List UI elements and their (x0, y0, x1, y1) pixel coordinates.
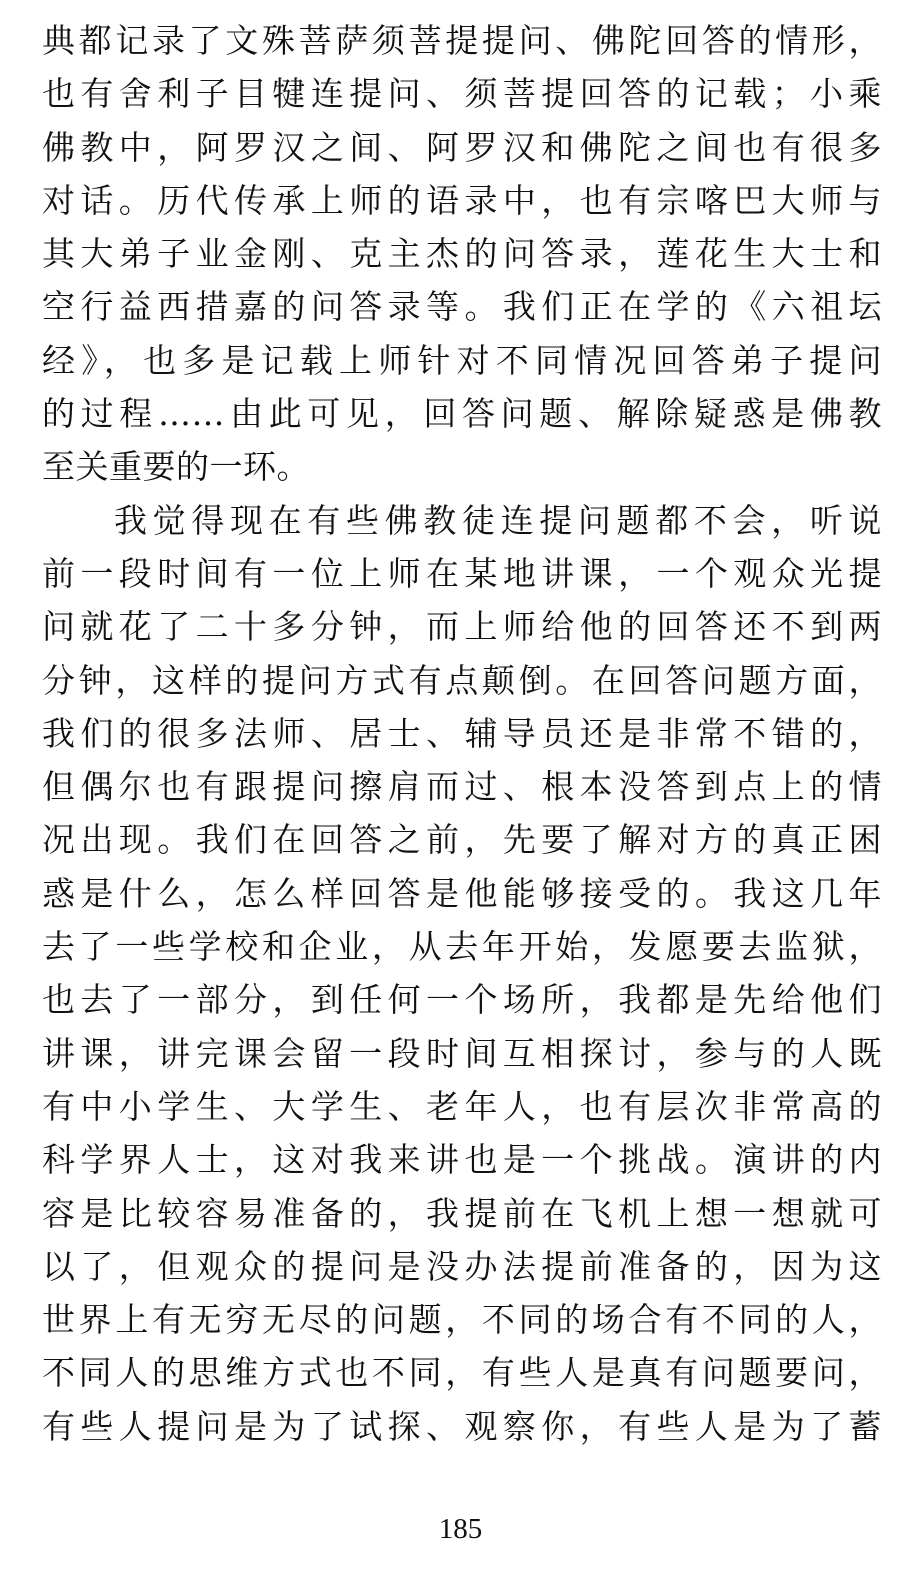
text-line: 前一段时间有一位上师在某地讲课，一个观众光提 (42, 553, 882, 593)
text-line: 去了一些学校和企业，从去年开始，发愿要去监狱， (42, 927, 882, 967)
text-line: 但偶尔也有跟提问擦肩而过、根本没答到点上的情 (42, 767, 882, 807)
text-line: 其大弟子业金刚、克主杰的问答录，莲花生大士和 (42, 234, 882, 274)
text-line: 不同人的思维方式也不同，有些人是真有问题要问， (42, 1353, 882, 1393)
text-line: 的过程……由此可见，回答问题、解除疑惑是佛教 (42, 394, 882, 434)
text-line: 问就花了二十多分钟，而上师给他的回答还不到两 (42, 607, 882, 647)
text-line: 况出现。我们在回答之前，先要了解对方的真正困 (42, 820, 882, 860)
text-line: 讲课，讲完课会留一段时间互相探讨，参与的人既 (42, 1033, 882, 1073)
text-line: 我们的很多法师、居士、辅导员还是非常不错的， (42, 713, 882, 753)
text-line: 也去了一部分，到任何一个场所，我都是先给他们 (42, 980, 882, 1020)
text-line: 也有舍利子目犍连提问、须菩提回答的记载；小乘 (42, 74, 882, 114)
text-line: 空行益西措嘉的问答录等。我们正在学的《六祖坛 (42, 287, 882, 327)
text-line: 有些人提问是为了试探、观察你，有些人是为了蓄 (42, 1406, 882, 1446)
text-line-paragraph-start: 我觉得现在有些佛教徒连提问题都不会，听说 (114, 500, 882, 540)
text-line: 分钟，这样的提问方式有点颠倒。在回答问题方面， (42, 660, 882, 700)
body-text (42, 14, 882, 1453)
text-line: 典都记录了文殊菩萨须菩提提问、佛陀回答的情形， (42, 21, 882, 60)
text-line: 科学界人士，这对我来讲也是一个挑战。演讲的内 (42, 1140, 882, 1180)
text-line: 容是比较容易准备的，我提前在飞机上想一想就可 (42, 1193, 882, 1233)
text-line: 佛教中，阿罗汉之间、阿罗汉和佛陀之间也有很多 (42, 127, 882, 167)
text-line: 有中小学生、大学生、老年人，也有层次非常高的 (42, 1086, 882, 1126)
text-line: 经》，也多是记载上师针对不同情况回答弟子提问 (42, 340, 882, 380)
text-line: 对话。历代传承上师的语录中，也有宗喀巴大师与 (42, 180, 882, 220)
text-line-paragraph-end: 至关重要的一环。 (42, 447, 310, 487)
text-line: 惑是什么，怎么样回答是他能够接受的。我这几年 (42, 873, 882, 913)
text-line: 以了，但观众的提问是没办法提前准备的，因为这 (42, 1246, 882, 1286)
page-number: 185 (438, 1513, 483, 1545)
text-line: 世界上有无穷无尽的问题，不同的场合有不同的人， (42, 1300, 882, 1340)
